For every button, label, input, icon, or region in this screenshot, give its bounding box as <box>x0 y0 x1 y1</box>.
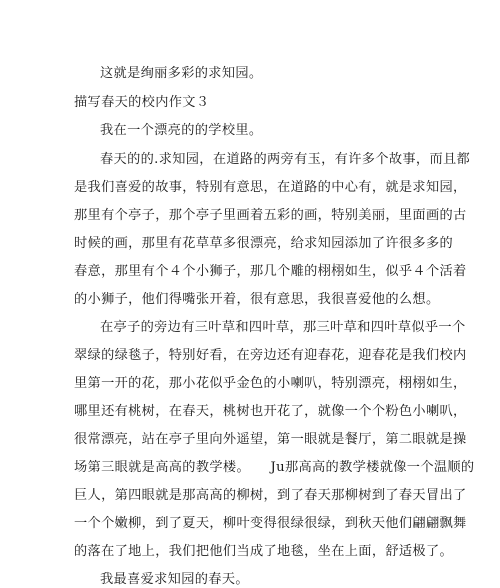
text-line-conclusion: 这就是绚丽多彩的求知园。 <box>100 66 263 81</box>
text-line-intro: 我在一个漂亮的的学校里。 <box>100 123 263 138</box>
paragraph-line: 一个个嫩柳，到了夏天，柳叶变得很绿很绿，到秋天他们翩翩飘舞 <box>74 516 467 531</box>
paragraph-line: 的落在了地上，我们把他们当成了地毯，坐在上面，舒适极了。 <box>74 544 454 559</box>
paragraph-line: 春天的的.求知园，在道路的两旁有玉，有许多个故事，而且都 <box>100 152 471 167</box>
paragraph-line: 那里有个亭子，那个亭子里画着五彩的画，特别美丽，里面画的古 <box>74 208 467 223</box>
paragraph-line: 场第三眼就是高高的教学楼。 Ju那高高的教学楼就像一个温顺的 <box>74 460 475 475</box>
paragraph-line: 翠绿的绿毯子，特别好看，在旁边还有迎春花，迎春花是我们校内 <box>74 348 467 363</box>
essay-heading: 描写春天的校内作文３ <box>74 95 210 110</box>
paragraph-line: 的小狮子，他们得嘴张开着，很有意思，我很喜爱他的么想。 <box>74 292 440 307</box>
paragraph-line: 在亭子的旁边有三叶草和四叶草，那三叶草和四叶草似乎一个 <box>100 320 466 335</box>
paragraph-line: 时候的画，那里有花草草多很漂亮，给求知园添加了许很多多的 <box>74 236 454 251</box>
paragraph-line: 巨人，第四眼就是那高高的柳树，到了春天那柳树到了春天冒出了 <box>74 488 467 503</box>
paragraph-line: 春意，那里有个４个小狮子，那几个雕的栩栩如生，似乎４个活着 <box>74 264 467 279</box>
paragraph-line: 很常漂亮，站在亭子里向外遥望，第一眼就是餐厅，第二眼就是操 <box>74 432 467 447</box>
paragraph-line: 哪里还有桃树，在春天，桃树也开花了，就像一个个粉色小喇叭， <box>74 404 467 419</box>
paragraph-line: 里第一开的花，那小花似乎金色的小喇叭，特别漂亮，栩栩如生， <box>74 376 467 391</box>
paragraph-line: 是我们喜爱的故事，特别有意思，在道路的中心有，就是求知园， <box>74 180 467 195</box>
text-line-closing: 我最喜爱求知园的春天。 <box>100 572 249 587</box>
